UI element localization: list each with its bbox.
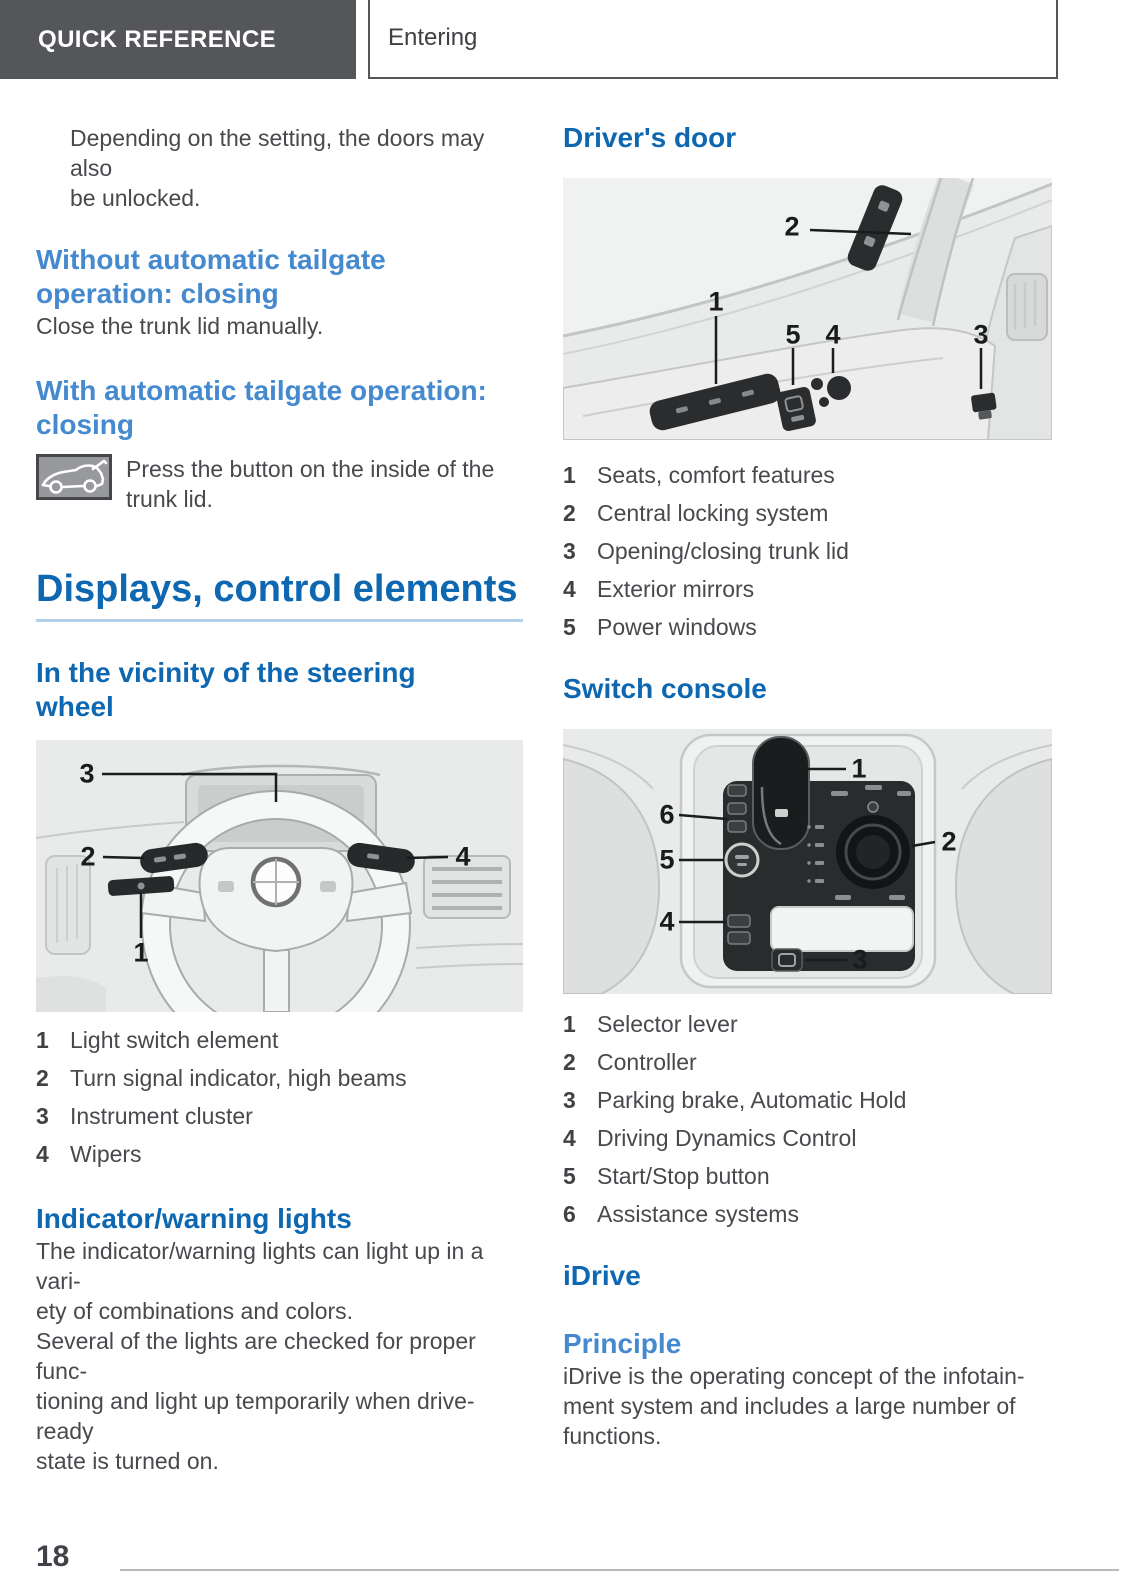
legend-label: Opening/closing trunk lid <box>597 538 849 564</box>
legend-number: 3 <box>563 538 576 564</box>
intro-paragraph: Depending on the setting, the doors may also be unlocked. <box>70 125 485 211</box>
chapter-kicker: QUICK REFERENCE <box>38 25 277 53</box>
page-number: 18 <box>36 1540 70 1573</box>
with-tailgate-body: Press the button on the inside of the trunk lid. <box>126 456 495 512</box>
legend-label: Turn signal indicator, high beams <box>70 1065 407 1091</box>
assistance-system-buttons <box>728 785 746 832</box>
header-tab-box <box>368 0 1058 79</box>
heading-switch-console: Switch console <box>563 673 767 704</box>
console-tray <box>771 907 913 951</box>
legend-number: 4 <box>36 1141 49 1167</box>
callout-2: 2 <box>784 211 800 242</box>
legend-number: 5 <box>563 1163 576 1189</box>
legend-item <box>36 1139 523 1169</box>
callout-1: 1 <box>133 937 149 968</box>
start-stop-button <box>726 844 758 876</box>
idrive-paragraph: iDrive is the operating concept of the infotain- ment system and includes a large number of functions. <box>563 1363 1025 1449</box>
legend-number: 6 <box>563 1201 576 1227</box>
legend-item <box>563 460 1052 490</box>
legend-item <box>36 1101 523 1131</box>
legend-label: Instrument cluster <box>70 1103 253 1129</box>
legend-label: Central locking system <box>597 500 829 526</box>
legend-label: Driving Dynamics Control <box>597 1125 857 1151</box>
callout-4: 4 <box>455 841 471 872</box>
legend-item <box>36 1025 523 1055</box>
callout-3: 3 <box>973 319 989 350</box>
heading-drivers-door: Driver's door <box>563 122 737 153</box>
legend-number: 4 <box>563 1125 576 1151</box>
steering-wheel-figure <box>36 740 523 1012</box>
legend-label: Start/Stop button <box>597 1163 770 1189</box>
callout-5: 5 <box>785 319 801 350</box>
legend-label: Wipers <box>70 1141 142 1167</box>
legend-number: 1 <box>563 1011 576 1037</box>
legend-label: Power windows <box>597 614 757 640</box>
drivers-door-illustration <box>563 178 1052 440</box>
legend-number: 1 <box>563 462 576 488</box>
legend-number: 3 <box>36 1103 49 1129</box>
warning-paragraph-1: The indicator/warning lights can light up in a vari- ety of combinations and colors. <box>36 1238 484 1324</box>
legend-number: 4 <box>563 576 576 602</box>
without-tailgate-body: Close the trunk lid manually. <box>36 313 324 339</box>
legend-number: 2 <box>563 1049 576 1075</box>
legend-item <box>563 1085 1052 1115</box>
legend-item <box>563 1123 1052 1153</box>
legend-item <box>563 612 1052 642</box>
callout-6: 6 <box>659 799 675 830</box>
drivers-door-figure <box>563 178 1052 440</box>
legend-item <box>563 1009 1052 1039</box>
legend-item <box>36 1063 523 1093</box>
callout-5: 5 <box>659 844 675 875</box>
callout-4: 4 <box>659 906 675 937</box>
header-bar <box>0 0 356 79</box>
callout-1: 1 <box>708 286 724 317</box>
right-column <box>563 121 1052 1451</box>
steering-legend <box>36 1025 523 1169</box>
heading-principle: Principle <box>563 1328 682 1359</box>
callout-3: 3 <box>852 944 868 975</box>
steering-wheel-illustration <box>36 740 523 1012</box>
left-column <box>36 123 523 1476</box>
heading-steering-vicinity: In the vicinity of the steering wheel <box>36 657 416 722</box>
car-open-trunk-icon-graphic <box>36 454 112 500</box>
callout-3: 3 <box>79 758 95 789</box>
heading-idrive: iDrive <box>563 1260 641 1291</box>
door-legend <box>563 460 1052 642</box>
selector-lever <box>753 737 809 849</box>
parking-brake-button <box>772 949 802 971</box>
trunk-button-row <box>36 454 523 514</box>
header-tab-label: Entering <box>388 24 478 51</box>
legend-label: Assistance systems <box>597 1201 799 1227</box>
legend-label: Controller <box>597 1049 697 1075</box>
legend-label: Exterior mirrors <box>597 576 755 602</box>
legend-number: 3 <box>563 1087 576 1113</box>
warning-paragraph-2: Several of the lights are checked for proper func- tioning and light up temporarily when drive-ready state is turned on. <box>36 1328 476 1474</box>
legend-item <box>563 498 1052 528</box>
console-legend <box>563 1009 1052 1229</box>
callout-1: 1 <box>851 753 867 784</box>
heading-indicator-warning-lights: Indicator/warning lights <box>36 1203 352 1234</box>
legend-item <box>563 1047 1052 1077</box>
legend-item <box>563 574 1052 604</box>
legend-item <box>563 1199 1052 1229</box>
callout-2: 2 <box>80 841 96 872</box>
callout-4: 4 <box>825 319 841 350</box>
legend-label: Parking brake, Automatic Hold <box>597 1087 907 1113</box>
callout-2: 2 <box>941 826 957 857</box>
legend-item <box>563 1161 1052 1191</box>
legend-number: 5 <box>563 614 576 640</box>
chapter-heading: Displays, control elements <box>36 568 523 622</box>
legend-label: Seats, comfort features <box>597 462 835 488</box>
footer-rule <box>120 1569 1119 1571</box>
switch-console-figure <box>563 729 1052 994</box>
car-open-trunk-icon <box>36 454 112 500</box>
heading-without-tailgate: Without automatic tailgate operation: closing <box>36 244 386 309</box>
legend-label: Selector lever <box>597 1011 738 1037</box>
legend-item <box>563 536 1052 566</box>
legend-number: 2 <box>36 1065 49 1091</box>
legend-number: 1 <box>36 1027 49 1053</box>
switch-console-illustration <box>563 729 1052 994</box>
legend-label: Light switch element <box>70 1027 279 1053</box>
legend-number: 2 <box>563 500 576 526</box>
heading-with-tailgate: With automatic tailgate operation: closing <box>36 375 487 440</box>
